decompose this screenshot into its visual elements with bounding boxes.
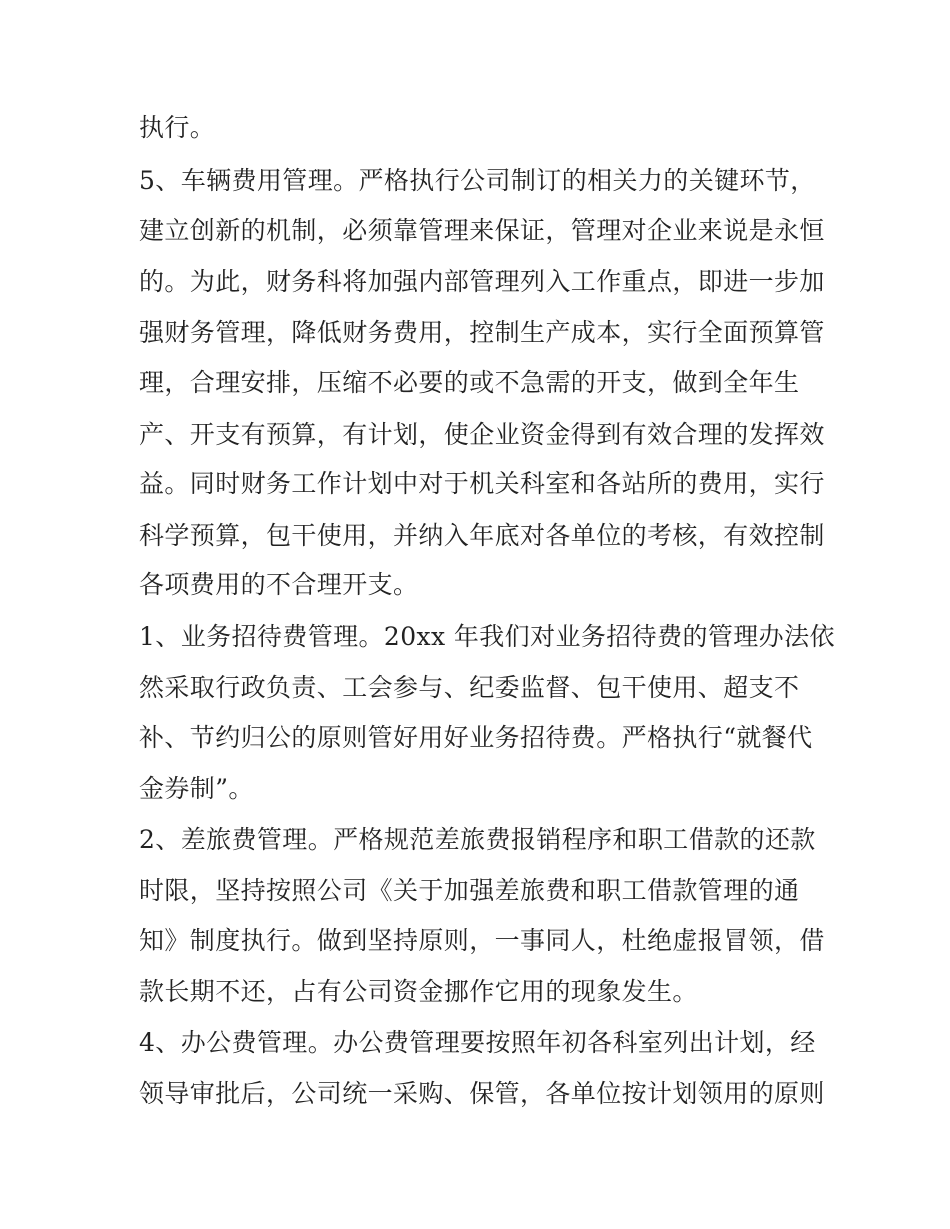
text-line: 补、节约归公的原则管好用好业务招待费。严格执行“就餐代 xyxy=(139,723,813,752)
text-line: 款长期不还，占有公司资金挪作它用的现象发生。 xyxy=(139,977,698,1006)
text-line: 然采取行政负责、工会参与、纪委监督、包干使用、超支不 xyxy=(139,673,800,702)
text-line: 理，合理安排，压缩不必要的或不急需的开支，做到全年生 xyxy=(139,368,800,397)
text-line: 领导审批后，公司统一采购、保管，各单位按计划领用的原则 xyxy=(139,1079,825,1108)
text-line: 产、开支有预算，有计划，使企业资金得到有效合理的发挥效 xyxy=(139,420,825,449)
text-line: 科学预算，包干使用，并纳入年底对各单位的考核，有效控制 xyxy=(139,521,825,550)
text-line: 强财务管理，降低财务费用，控制生产成本，实行全面预算管 xyxy=(139,318,825,347)
text-line: 金券制”。 xyxy=(139,774,254,803)
text-line: 1、业务招待费管理。20xx 年我们对业务招待费的管理办法依 xyxy=(139,622,835,651)
text-line: 2、差旅费管理。严格规范差旅费报销程序和职工借款的还款 xyxy=(139,825,816,854)
text-line: 各项费用的不合理开支。 xyxy=(139,570,419,599)
text-line: 的。为此，财务科将加强内部管理列入工作重点，即进一步加 xyxy=(139,267,825,296)
text-line: 时限，坚持按照公司《关于加强差旅费和职工借款管理的通 xyxy=(139,876,800,905)
text-line: 建立创新的机制，必须靠管理来保证，管理对企业来说是永恒 xyxy=(139,216,825,245)
text-line: 知》制度执行。做到坚持原则，一事同人，杜绝虚报冒领，借 xyxy=(139,926,825,955)
text-line: 4、办公费管理。办公费管理要按照年初各科室列出计划，经 xyxy=(139,1028,816,1057)
text-line: 益。同时财务工作计划中对于机关科室和各站所的费用，实行 xyxy=(139,469,825,498)
text-line: 5、车辆费用管理。严格执行公司制订的相关力的关键环节， xyxy=(139,166,816,195)
text-line: 执行。 xyxy=(139,113,216,142)
